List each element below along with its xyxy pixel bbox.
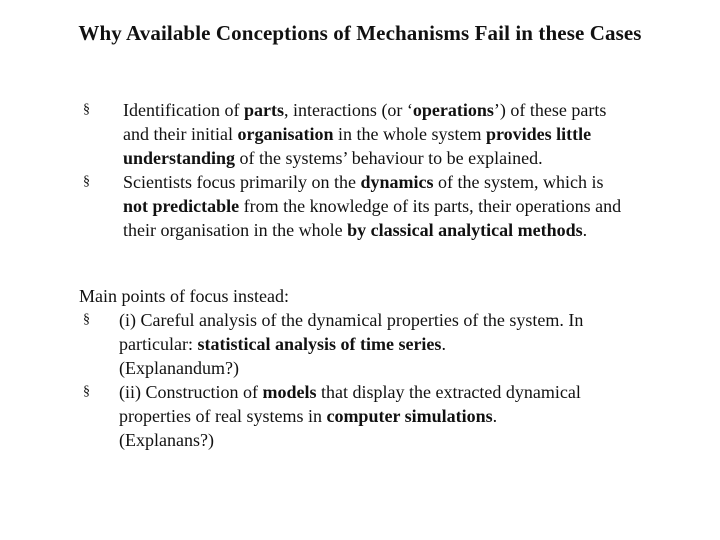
text-line [123, 146, 693, 170]
bold-text: dynamics [360, 172, 434, 192]
bold-text: organisation [237, 124, 334, 144]
bold-text: understanding [123, 148, 236, 168]
text-line [119, 308, 689, 332]
text-segment: their organisation in the whole [123, 220, 348, 240]
text-segment: . [582, 220, 588, 240]
bold-text: statistical analysis of time series [197, 334, 442, 354]
bullet-icon: § [83, 102, 90, 117]
bold-text: not predictable [123, 196, 240, 216]
text-line [119, 428, 689, 452]
text-line [119, 356, 689, 380]
text-line [123, 122, 693, 146]
bold-text: parts [243, 100, 284, 120]
list-item [79, 380, 689, 452]
bold-text: by classical analytical methods [347, 220, 583, 240]
text-segment: that display the extracted dynamical [316, 382, 581, 402]
bullet-list-mechanism-failures [83, 98, 693, 242]
bold-text: computer simulations [326, 406, 493, 426]
text-segment: ’) of these parts [493, 100, 607, 120]
list-item [79, 308, 689, 380]
text-line [123, 98, 693, 122]
text-line [119, 380, 689, 404]
text-segment: of the system, which is [433, 172, 604, 192]
bullet-icon: § [83, 384, 90, 399]
bold-text: provides little [485, 124, 592, 144]
text-segment: and their initial [123, 124, 238, 144]
text-segment: (i) Careful analysis of the dynamical properties of the system. In [119, 310, 584, 330]
list-item [83, 98, 693, 170]
text-line [123, 194, 693, 218]
text-segment: properties of real systems in [119, 406, 327, 426]
text-line [123, 170, 693, 194]
text-segment: in the whole system [333, 124, 486, 144]
slide-title: Why Available Conceptions of Mechanisms Fail in these Cases [78, 21, 642, 45]
text-line [123, 218, 693, 242]
text-segment: (Explanandum?) [119, 358, 239, 378]
text-segment: Scientists focus primarily on the [123, 172, 361, 192]
text-line [119, 404, 689, 428]
list-item [83, 170, 693, 242]
bold-text: models [262, 382, 317, 402]
text-segment: . [492, 406, 498, 426]
bullet-icon: § [83, 312, 90, 327]
focus-heading: Main points of focus instead: [79, 286, 289, 306]
bold-text: operations [412, 100, 494, 120]
text-segment: Identification of [123, 100, 244, 120]
text-segment: (Explanans?) [119, 430, 214, 450]
text-line [119, 332, 689, 356]
text-segment: particular: [119, 334, 198, 354]
focus-section [79, 284, 689, 452]
bullet-icon: § [83, 174, 90, 189]
text-segment: (ii) Construction of [119, 382, 263, 402]
text-segment: . [441, 334, 446, 354]
text-segment: from the knowledge of its parts, their operations and [239, 196, 622, 216]
text-segment: , interactions (or ‘ [283, 100, 413, 120]
text-segment: of the systems’ behaviour to be explained. [235, 148, 543, 168]
